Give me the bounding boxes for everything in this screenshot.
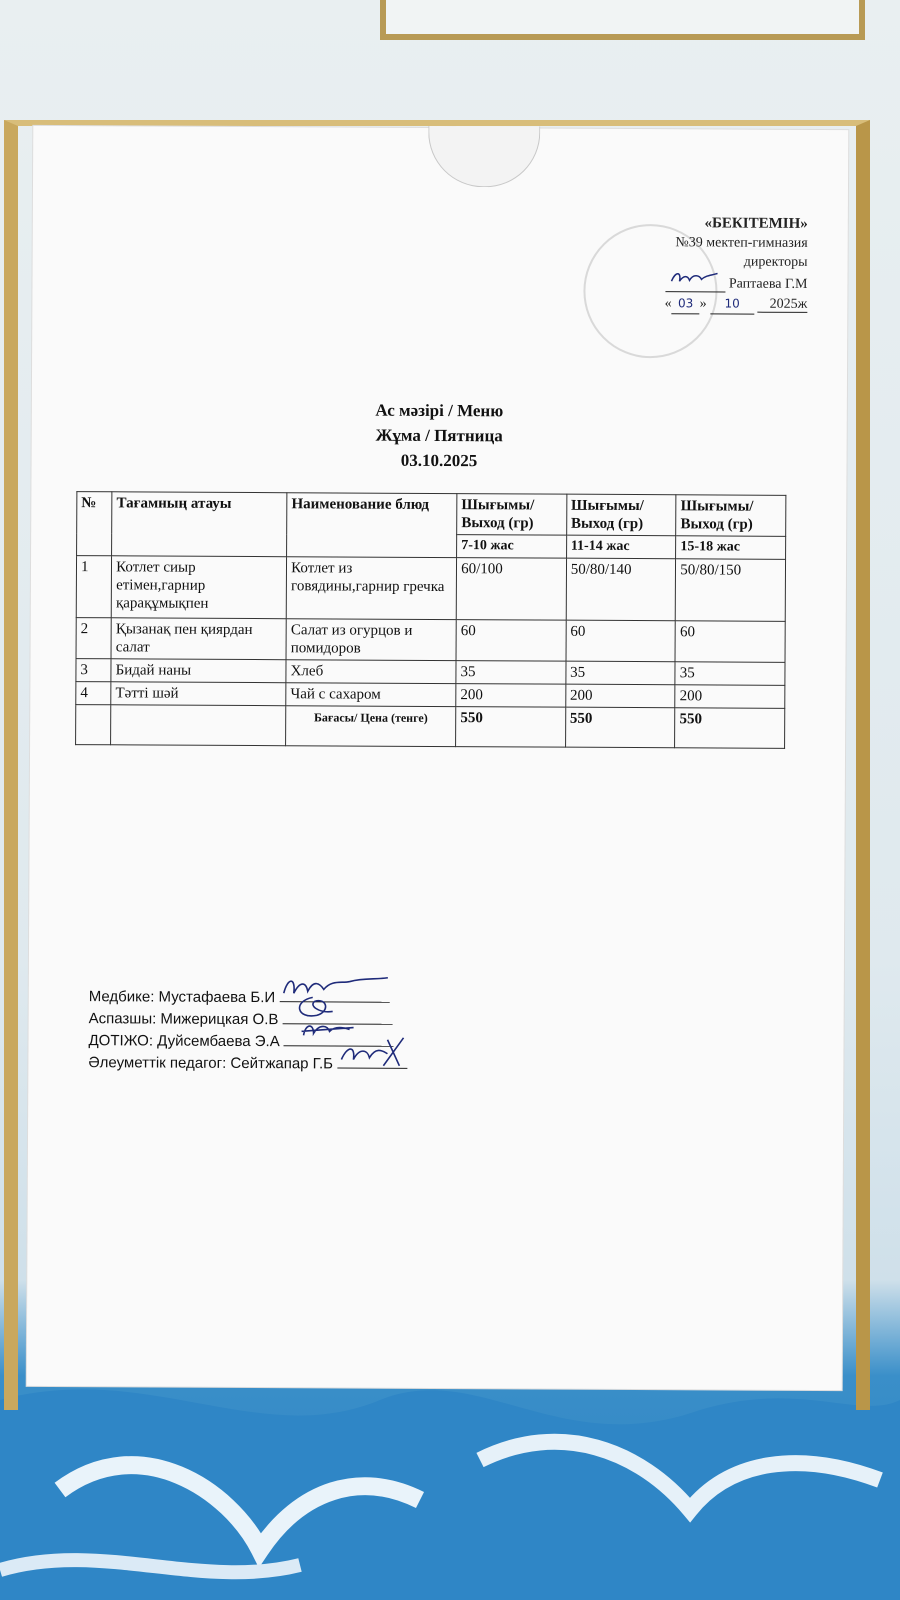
row-output-2: 35 (566, 661, 676, 685)
row-num: 2 (76, 618, 111, 659)
row-output-2: 200 (566, 684, 676, 708)
row-output-2: 50/80/140 (566, 558, 676, 621)
header-num: № (77, 492, 113, 556)
row-output-3: 50/80/150 (676, 559, 786, 622)
menu-date: 03.10.2025 (400, 450, 478, 471)
row-output-3: 35 (675, 662, 785, 686)
row-output-3: 60 (675, 621, 785, 663)
menu-day: Жұма / Пятница (375, 425, 503, 446)
price-empty-num (76, 705, 111, 745)
header-age-3: 15-18 жас (676, 536, 786, 560)
row-dish-kz: Бидай наны (111, 659, 286, 683)
approval-date-year: 2025ж (758, 297, 808, 313)
approval-name (665, 271, 808, 295)
table-row (76, 556, 785, 622)
approval-date: « 03 » 10 2025ж (665, 294, 808, 315)
approval-block (665, 214, 808, 315)
staff-dotizho: ДОТІЖО: Дуйсембаева Э.А (88, 1032, 280, 1051)
pocket-notch (428, 126, 540, 188)
header-age-1: 7-10 жас (457, 535, 567, 559)
header-output-2: Шығымы/ Выход (гр) (566, 494, 676, 536)
approval-date-day: 03 (672, 294, 700, 314)
row-num: 1 (76, 556, 112, 618)
row-dish-ru: Чай с сахаром (286, 683, 456, 707)
approval-date-month: 10 (710, 294, 754, 314)
staff-pedagogue: Әлеуметтік педагог: Сейтжапар Г.Б (88, 1054, 334, 1073)
row-dish-kz: Котлет сиыр етімен,гарнир қарақұмықпен (111, 556, 286, 619)
signature-line (337, 1053, 407, 1068)
top-frame (380, 0, 865, 40)
menu-table (75, 491, 786, 749)
row-num: 3 (76, 659, 111, 682)
approval-title: «БЕКІТЕМІН» (704, 215, 808, 232)
row-output-1: 60 (456, 620, 566, 662)
row-output-1: 35 (456, 661, 566, 685)
header-output-3: Шығымы/ Выход (гр) (676, 495, 786, 537)
header-age-2: 11-14 жас (566, 535, 676, 559)
staff-nurse: Медбике: Мустафаева Б.И (88, 988, 276, 1007)
row-dish-ru: Салат из огурцов и помидоров (286, 619, 456, 661)
approval-position: директоры (743, 254, 808, 270)
row-num: 4 (76, 682, 111, 705)
price-row (76, 705, 785, 749)
approval-name-text: Раптаева Г.М (728, 276, 808, 292)
price-value-1: 550 (456, 707, 566, 748)
price-value-2: 550 (565, 707, 675, 748)
header-ru: Наименование блюд (287, 493, 457, 558)
approval-signature (665, 269, 725, 292)
staff-signatures (88, 986, 407, 1076)
table-header-row (77, 492, 786, 537)
price-value-3: 550 (675, 708, 785, 749)
row-output-2: 60 (566, 620, 676, 662)
price-label: Бағасы/ Цена (тенге) (286, 706, 456, 747)
row-output-3: 200 (675, 685, 785, 709)
row-output-1: 200 (456, 684, 566, 708)
menu-heading (31, 396, 846, 475)
row-output-1: 60/100 (456, 558, 566, 621)
header-output-1: Шығымы/ Выход (гр) (457, 494, 567, 536)
staff-cook: Аспазшы: Мижерицкая О.В (88, 1010, 279, 1029)
row-dish-ru: Хлеб (286, 660, 456, 684)
menu-sheet (27, 126, 849, 1390)
row-dish-kz: Тәтті шәй (111, 682, 286, 706)
menu-title: Ас мәзірі / Меню (375, 400, 504, 421)
price-empty-kz (111, 705, 286, 746)
row-dish-ru: Котлет из говядины,гарнир гречка (286, 557, 456, 620)
header-kz: Тағамның атауы (112, 492, 287, 557)
approval-school: №39 мектеп-гимназия (675, 235, 808, 251)
table-row (76, 618, 785, 663)
row-dish-kz: Қызанақ пен қиярдан салат (111, 618, 286, 660)
staff-line (88, 1052, 407, 1076)
